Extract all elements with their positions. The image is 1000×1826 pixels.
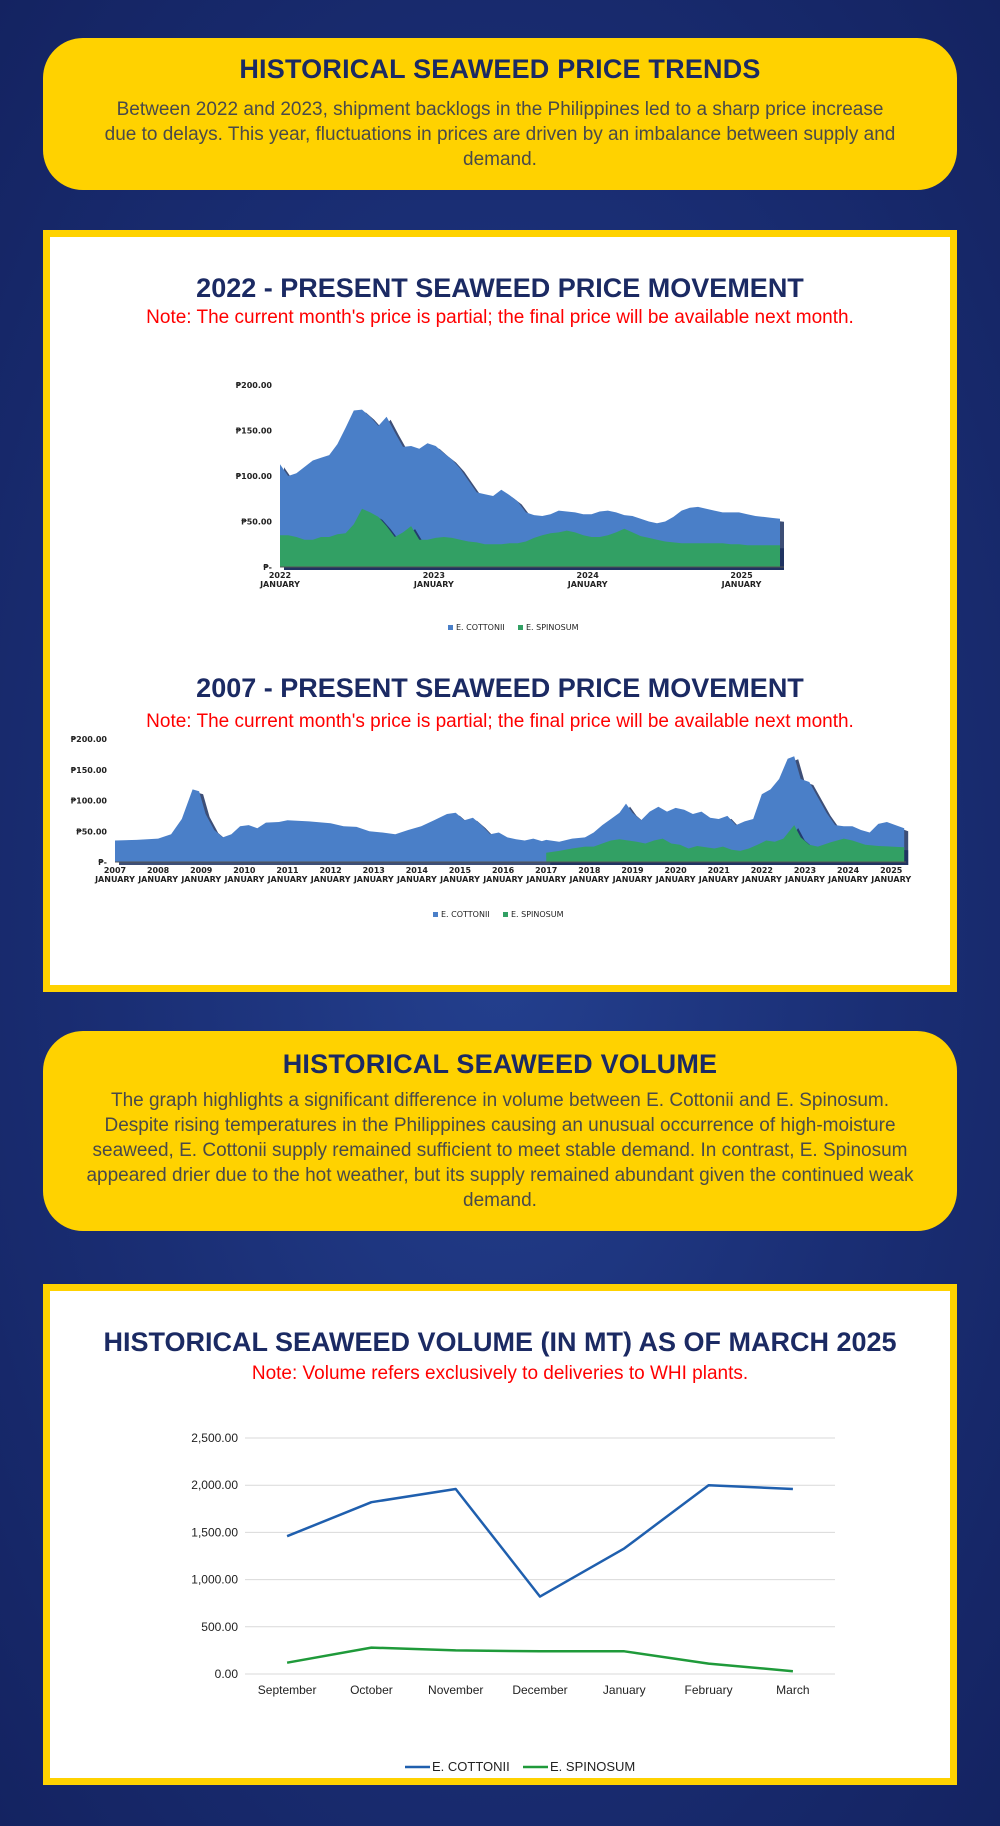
legend-swatch [433,912,438,917]
x-tick-month: JANUARY [396,875,437,884]
price-chart-2022 [50,327,950,647]
volume-chart-panel [43,1284,957,1785]
x-tick-year: 2012 [319,866,342,875]
x-tick-year: 2024 [836,866,860,875]
x-tick-year: 2010 [233,866,256,875]
x-tick-month: JANUARY [569,875,610,884]
x-tick-month: JANUARY [224,875,265,884]
price-chart-2007 [50,733,950,993]
legend-label: E. COTTONII [456,623,505,632]
series-line-e-spinosum [287,1648,793,1672]
x-tick-year: 2023 [422,571,445,580]
x-tick-month: JANUARY [567,580,608,589]
x-tick-year: 2022 [750,866,773,875]
x-tick-month: JANUARY [741,875,782,884]
chart1-title: 2022 - PRESENT SEAWEED PRICE MOVEMENT [196,273,804,303]
x-tick-month: JANUARY [483,875,524,884]
y-tick-label: 2,500.00 [191,1431,238,1445]
x-tick-month: JANUARY [612,875,653,884]
volume-card [43,1031,957,1231]
price-charts-panel [43,230,957,992]
x-tick-year: 2016 [491,866,515,875]
y-tick-label: 1,000.00 [191,1572,238,1587]
y-tick-label: 1,500.00 [191,1525,238,1540]
legend-label: E. COTTONII [441,910,490,919]
x-tick-label: October [350,1683,393,1697]
price-trends-text: Between 2022 and 2023, shipment backlogs in the Philippines led to a sharp price increase due to delays. This year, fluctuations in prices are driven by an imbalance between supply and demand. [104,99,896,170]
legend-label: E. SPINOSUM [511,910,564,919]
x-tick-year: 2021 [707,866,730,875]
y-tick-label: ₱- [263,563,272,572]
y-tick-label: 0.00 [214,1667,238,1681]
volume-chart-title: HISTORICAL SEAWEED VOLUME (IN MT) AS OF MARCH 2025 [103,1327,897,1357]
x-tick-label: September [257,1683,317,1697]
x-tick-year: 2008 [146,866,170,875]
x-tick-year: 2019 [621,866,644,875]
chart2-note: Note: The current month's price is partial; the final price will be available next month. [146,711,854,732]
y-tick-label: 2,000.00 [191,1478,238,1493]
x-tick-month: JANUARY [260,580,300,589]
y-tick-label: ₱200.00 [235,381,272,390]
x-tick-month: JANUARY [413,580,454,589]
x-tick-month: JANUARY [785,875,825,884]
x-tick-month: JANUARY [655,875,696,884]
x-tick-month: JANUARY [95,875,135,884]
volume-card-text: The graph highlights a significant difference in volume between E. Cottonii and E. Spinosum. Despite rising temperatures in the Philippines causing an unusual occurrence of high-moisture seaweed, E. Cottonii supply remained sufficient to meet stable demand. In contrast, E. Spinosum appeared drier due to the hot weather, but its supply remained abundant given the continued weak demand. [86,1090,914,1211]
x-tick-month: JANUARY [698,875,739,884]
y-tick-label: 500.00 [201,1619,238,1634]
price-trends-card [43,38,957,190]
x-tick-month: JANUARY [828,875,869,884]
x-tick-year: 2017 [535,866,558,875]
x-tick-month: JANUARY [721,580,762,589]
x-tick-label: December [512,1683,568,1697]
y-tick-label: ₱50.00 [76,827,107,837]
price-trends-title: HISTORICAL SEAWEED PRICE TRENDS [239,54,761,84]
x-tick-year: 2025 [730,571,753,580]
volume-card-title: HISTORICAL SEAWEED VOLUME [282,1049,718,1079]
x-tick-year: 2011 [276,866,299,875]
x-tick-month: JANUARY [440,875,480,884]
x-tick-year: 2020 [664,866,687,875]
legend-swatch [448,625,453,630]
y-tick-label: ₱200.00 [70,735,107,744]
legend-label: E. SPINOSUM [550,1759,636,1774]
legend-label: E. COTTONII [432,1759,510,1774]
x-tick-year: 2007 [103,866,127,875]
x-tick-year: 2023 [793,866,817,875]
x-tick-label: March [776,1683,810,1697]
x-tick-label: November [428,1683,484,1697]
chart1-note: Note: The current month's price is partial; the final price will be available next month. [146,307,854,328]
volume-chart-note: Note: Volume refers exclusively to deliveries to WHI plants. [251,1363,749,1384]
x-tick-month: JANUARY [353,875,394,884]
x-tick-year: 2013 [362,866,385,875]
legend-swatch [518,625,523,630]
x-tick-month: JANUARY [138,875,179,884]
y-tick-label: ₱150.00 [70,765,107,775]
x-tick-year: 2014 [405,866,428,875]
legend-swatch [503,912,508,917]
x-tick-year: 2009 [190,866,213,875]
x-tick-label: January [602,1683,646,1697]
x-tick-year: 2024 [576,571,599,580]
x-tick-month: JANUARY [181,875,222,884]
x-tick-label: February [684,1683,733,1697]
y-tick-label: ₱50.00 [241,517,272,527]
y-tick-label: ₱- [98,858,107,867]
legend-label: E. SPINOSUM [526,623,579,632]
chart2-title: 2007 - PRESENT SEAWEED PRICE MOVEMENT [196,673,804,703]
x-tick-month: JANUARY [871,875,912,884]
x-tick-year: 2015 [448,866,472,875]
x-tick-year: 2022 [268,571,292,580]
x-tick-year: 2018 [578,866,601,875]
x-tick-year: 2025 [880,866,903,875]
y-tick-label: ₱100.00 [235,472,272,481]
x-tick-month: JANUARY [310,875,351,884]
y-tick-label: ₱150.00 [235,426,272,436]
y-tick-label: ₱100.00 [70,796,107,806]
volume-line-chart [50,1391,950,1791]
x-tick-month: JANUARY [526,875,567,884]
x-tick-month: JANUARY [267,875,308,884]
